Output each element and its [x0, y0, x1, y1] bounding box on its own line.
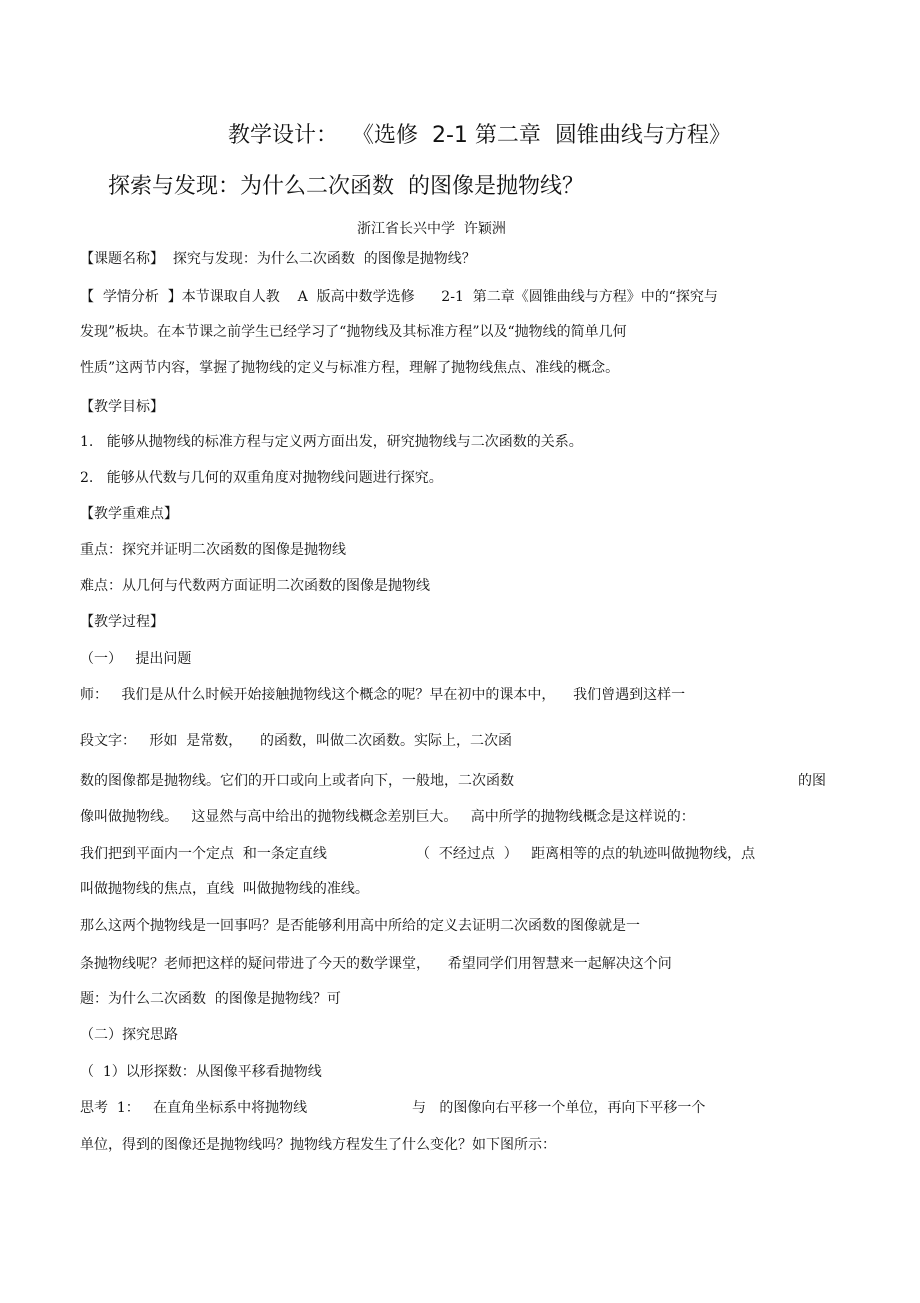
process-heading: 【教学过程】 — [80, 614, 164, 630]
paragraph-line: 段文字： 形如 是常数， 的函数，叫做二次函数。实际上，二次函 — [80, 733, 513, 749]
analysis-line-3: 性质”这两节内容，掌握了抛物线的定义与标准方程，理解了抛物线焦点、准线的概念。 — [80, 360, 620, 376]
paragraph-line: 我们把到平面内一个定点 和一条定直线 — [80, 846, 327, 862]
goals-heading: 【教学目标】 — [80, 399, 164, 415]
document-subtitle: 探索与发现：为什么二次函数 的图像是抛物线？ — [108, 174, 584, 199]
document-title: 教学设计： 《选修 2-1 第二章 圆锥曲线与方程》 — [228, 123, 731, 148]
goal-item-1: 1. 能够从抛物线的标准方程与定义两方面出发，研究抛物线与二次函数的关系。 — [80, 434, 583, 450]
paragraph-line: 思考 1： 在直角坐标系中将抛物线 — [80, 1100, 308, 1116]
paragraph-line: 数的图像都是抛物线。它们的开口或向上或者向下，一般地，二次函数 — [80, 773, 514, 789]
paragraph-line-end: 与 的图像向右平移一个单位，再向下平移一个 — [412, 1100, 706, 1116]
paragraph-line: 单位，得到的图像还是抛物线吗？抛物线方程发生了什么变化？如下图所示： — [80, 1137, 556, 1153]
analysis-line-1: 【 学情分析 】本节课取自人教 A 版高中数学选修 2-1 第二章《圆锥曲线与方程》中的“探究与 — [80, 289, 718, 305]
paragraph-line: 像叫做抛物线。 这显然与高中给出的抛物线概念差别巨大。 高中所学的抛物线概念是这样说的： — [80, 809, 695, 825]
paragraph-line-end: （ 不经过点 ） 距离相等的点的轨迹叫做抛物线，点 — [416, 846, 756, 862]
paragraph-line-end: 的图 — [798, 773, 826, 789]
paragraph-line: 题：为什么二次函数 的图像是抛物线？可 — [80, 991, 341, 1007]
keypoint-focus: 重点：探究并证明二次函数的图像是抛物线 — [80, 542, 346, 558]
keypoint-difficulty: 难点：从几何与代数两方面证明二次函数的图像是抛物线 — [80, 578, 430, 594]
goal-item-2: 2. 能够从代数与几何的双重角度对抛物线问题进行探究。 — [80, 470, 443, 486]
paragraph-line: 条抛物线呢？老师把这样的疑问带进了今天的数学课堂， 希望同学们用智慧来一起解决这个问 — [80, 956, 672, 972]
topic-line: 【课题名称】 探究与发现：为什么二次函数 的图像是抛物线？ — [80, 251, 476, 267]
keypoints-heading: 【教学重难点】 — [80, 506, 178, 522]
paragraph-line: 那么这两个抛物线是一回事吗？是否能够利用高中所给的定义去证明二次函数的图像就是一 — [80, 918, 640, 934]
analysis-line-2: 发现”板块。在本节课之前学生已经学习了“抛物线及其标准方程”以及“抛物线的简单几何 — [80, 324, 627, 340]
paragraph-line: 叫做抛物线的焦点，直线 叫做抛物线的准线。 — [80, 881, 369, 897]
author-line: 浙江省长兴中学 许颖洲 — [357, 221, 506, 237]
subsection-heading: （ 1）以形探数：从图像平移看抛物线 — [80, 1064, 322, 1080]
paragraph-line: 师： 我们是从什么时候开始接触抛物线这个概念的呢？早在初中的课本中， 我们曾遇到这样一 — [80, 687, 686, 703]
section-1-heading: （一） 提出问题 — [80, 651, 192, 667]
section-2-heading: （二）探究思路 — [80, 1027, 178, 1043]
